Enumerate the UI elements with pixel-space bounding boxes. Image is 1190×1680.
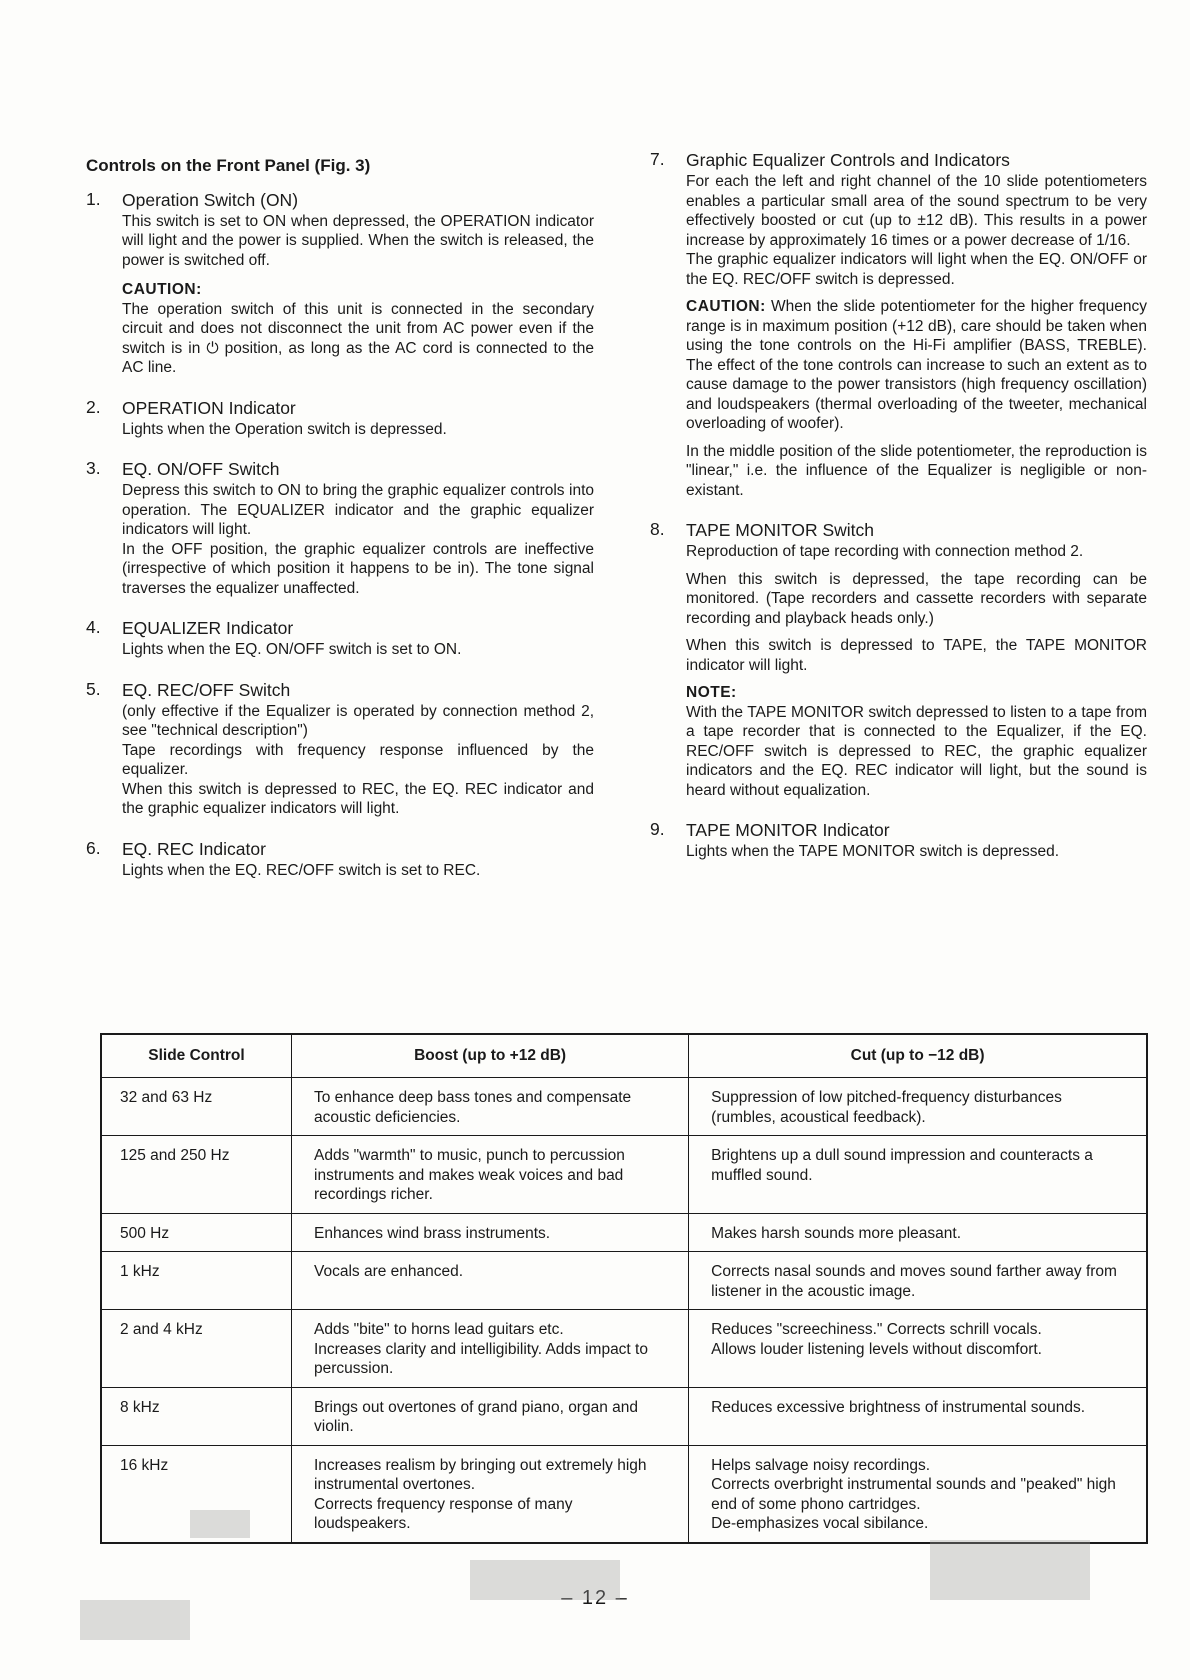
cut-text: Reduces excessive brightness of instrumental sounds. [711,1398,1086,1416]
item-body-3: In the middle position of the slide potentiometer, the reproduction is "linear," i.e. the influence of the Equalizer is negligible or non-existant. [686,442,1147,499]
cell-frequency: 32 and 63 Hz [101,1078,292,1136]
page-number: – 12 – [561,1587,629,1609]
item-title: Graphic Equalizer Controls and Indicators [686,150,1010,170]
cell-cut [689,1078,1147,1136]
item-body-2: The graphic equalizer indicators will light when the EQ. ON/OFF or the EQ. REC/OFF switch is depressed. [686,251,1147,288]
table-row [101,1310,1147,1388]
item-title: EQ. REC Indicator [122,838,266,859]
item-title: EQ. ON/OFF Switch [122,459,280,479]
item-body-2: In the OFF position, the graphic equalizer controls are ineffective (irrespective of which position it happens to be in). The tone signal traverses the equalizer unaffected. [122,540,594,597]
item-number: 9. [650,819,665,839]
boost-text: Increases realism by bringing out extremely high instrumental overtones. [314,1456,647,1493]
caution-label: CAUTION: [686,298,766,315]
cell-cut [689,1252,1147,1310]
cell-boost [292,1387,689,1445]
boost-text: Enhances wind brass instruments. [314,1224,551,1242]
item-eq-rec-indicator [86,839,594,881]
cell-cut [689,1213,1147,1252]
cut-text: De-emphasizes vocal sibilance. [711,1515,929,1532]
item-body: For each the left and right channel of the 10 slide potentiometers enables a particular small area of the sound spectrum to be very effectively boosted or cut (up to ±12 dB). This results in a power increase by approximately 16 times or a power decrease of 1/16. [686,173,1147,249]
boost-text: Adds "warmth" to music, punch to percussion instruments and makes weak voices and bad recordings richer. [314,1147,625,1203]
scan-noise [80,1600,190,1640]
cell-cut [689,1387,1147,1445]
item-eq-rec-off-switch [86,680,594,819]
table-row [101,1136,1147,1214]
item-number: 6. [86,837,101,858]
cell-boost [292,1136,689,1214]
caution-text: The operation switch of this unit is connected in the secondary circuit and does not disconnect the unit from AC power even if the switch is in ⏻ position, as long as the AC cord is connected to the AC line. [122,300,594,376]
cut-text: Brightens up a dull sound impression and counteracts a muffled sound. [711,1147,1093,1184]
item-body-2: Tape recordings with frequency response influenced by the equalizer. [122,741,594,778]
cell-boost [292,1445,689,1543]
cell-frequency: 16 kHz [101,1445,292,1543]
cell-frequency: 1 kHz [101,1252,292,1310]
cut-text: Corrects overbright instrumental sounds and "peaked" high end of some phono cartridges. [711,1476,1116,1513]
cell-boost [292,1078,689,1136]
left-column [86,150,594,900]
slide-control-table [100,1033,1148,1544]
table-row [101,1387,1147,1445]
item-number: 2. [86,396,101,417]
header-slide-control: Slide Control [101,1034,292,1078]
item-body: Lights when the EQ. ON/OFF switch is set to ON. [122,641,462,658]
section-heading: Controls on the Front Panel (Fig. 3) [86,156,371,175]
note-label: NOTE: [686,684,737,701]
item-number: 5. [86,678,101,699]
right-column [650,150,1147,882]
boost-text: To enhance deep bass tones and compensate acoustic deficiencies. [314,1089,632,1126]
boost-text: Brings out overtones of grand piano, organ and violin. [314,1398,639,1435]
scan-noise [930,1540,1090,1600]
cut-text: Allows louder listening levels without discomfort. [711,1340,1042,1358]
item-title: TAPE MONITOR Indicator [686,820,890,840]
cell-frequency: 500 Hz [101,1213,292,1252]
item-title: TAPE MONITOR Switch [686,520,874,540]
boost-text: Vocals are enhanced. [314,1263,464,1280]
caution-label: CAUTION: [122,281,202,298]
item-body-3: When this switch is depressed to TAPE, the TAPE MONITOR indicator will light. [686,637,1147,674]
cell-cut [689,1310,1147,1388]
item-title: EQUALIZER Indicator [122,618,294,638]
cut-text: Helps salvage noisy recordings. [711,1456,931,1474]
item-tape-monitor-indicator [650,820,1147,862]
caution-paragraph [686,297,1147,434]
cell-boost [292,1252,689,1310]
cell-frequency: 2 and 4 kHz [101,1310,292,1388]
header-boost: Boost (up to +12 dB) [292,1034,689,1078]
item-body: This switch is set to ON when depressed, the OPERATION indicator will light and the power is supplied. When the switch is released, the power is switched off. [122,212,594,269]
cell-boost [292,1310,689,1388]
item-eq-on-off-switch [86,459,594,598]
item-number: 3. [86,458,101,478]
note-text: With the TAPE MONITOR switch depressed to listen to a tape from a tape recorder that is connected to the Equalizer, if the EQ. REC/OFF switch is depressed to REC, the graphic equalizer indicators and the EQ. REC indicator will light, but the sound is heard without equalization. [686,703,1147,799]
table-header-row [101,1034,1147,1078]
table-row [101,1213,1147,1252]
cell-cut [689,1445,1147,1543]
item-title: EQ. REC/OFF Switch [122,679,291,700]
table-row [101,1445,1147,1543]
scan-noise [470,1560,620,1600]
cell-boost [292,1213,689,1252]
cut-text: Suppression of low pitched-frequency disturbances (rumbles, acoustical feedback). [711,1089,1062,1126]
table-body [101,1078,1147,1543]
item-body: Reproduction of tape recording with connection method 2. [686,543,1084,560]
caution-text: When the slide potentiometer for the higher frequency range is in maximum position (+12 dB), care should be taken when using the tone controls on the Hi-Fi amplifier (BASS, TREBLE). The effect of the tone controls can increase to such an extent as to cause damage to the power transistors (high frequency oscillation) and loudspeakers (thermal overloading of the tweeter, mechanical overloading of woofer). [686,298,1147,432]
item-number: 1. [86,188,101,209]
cell-frequency: 125 and 250 Hz [101,1136,292,1214]
boost-text: Increases clarity and intelligibility. Adds impact to percussion. [314,1340,648,1377]
item-body: Lights when the EQ. REC/OFF switch is set to REC. [122,861,481,879]
boost-text: Adds "bite" to horns lead guitars etc. [314,1321,564,1338]
item-equalizer-indicator [86,618,594,660]
cut-text: Makes harsh sounds more pleasant. [711,1224,962,1242]
item-operation-indicator [86,398,594,440]
table-row [101,1078,1147,1136]
item-number: 8. [650,519,665,539]
boost-text: Corrects frequency response of many loudspeakers. [314,1495,573,1532]
cell-frequency: 8 kHz [101,1387,292,1445]
cut-text: Corrects nasal sounds and moves sound farther away from listener in the acoustic image. [711,1263,1117,1300]
scan-noise [190,1510,250,1538]
item-title: OPERATION Indicator [122,397,296,418]
item-title: Operation Switch (ON) [122,189,299,210]
item-number: 4. [86,617,101,637]
item-body: Depress this switch to ON to bring the graphic equalizer controls into operation. The EQUALIZER indicator and the graphic equalizer indicators will light. [122,482,594,538]
cell-cut [689,1136,1147,1214]
item-body: Lights when the Operation switch is depressed. [122,420,447,438]
item-tape-monitor-switch [650,520,1147,800]
item-body-3: When this switch is depressed to REC, the EQ. REC indicator and the graphic equalizer indicators will light. [122,780,594,817]
item-body: (only effective if the Equalizer is operated by connection method 2, see "technical description") [122,702,594,739]
item-body-2: When this switch is depressed, the tape recording can be monitored. (Tape recorders and cassette recorders with separate recording and playback heads only.) [686,570,1147,627]
table-row [101,1252,1147,1310]
cut-text: Reduces "screechiness." Corrects schrill vocals. [711,1321,1042,1338]
item-graphic-equalizer-controls [650,150,1147,500]
item-body: Lights when the TAPE MONITOR switch is depressed. [686,843,1060,860]
item-number: 7. [650,149,665,169]
item-operation-switch [86,190,594,378]
header-cut: Cut (up to −12 dB) [689,1034,1147,1078]
